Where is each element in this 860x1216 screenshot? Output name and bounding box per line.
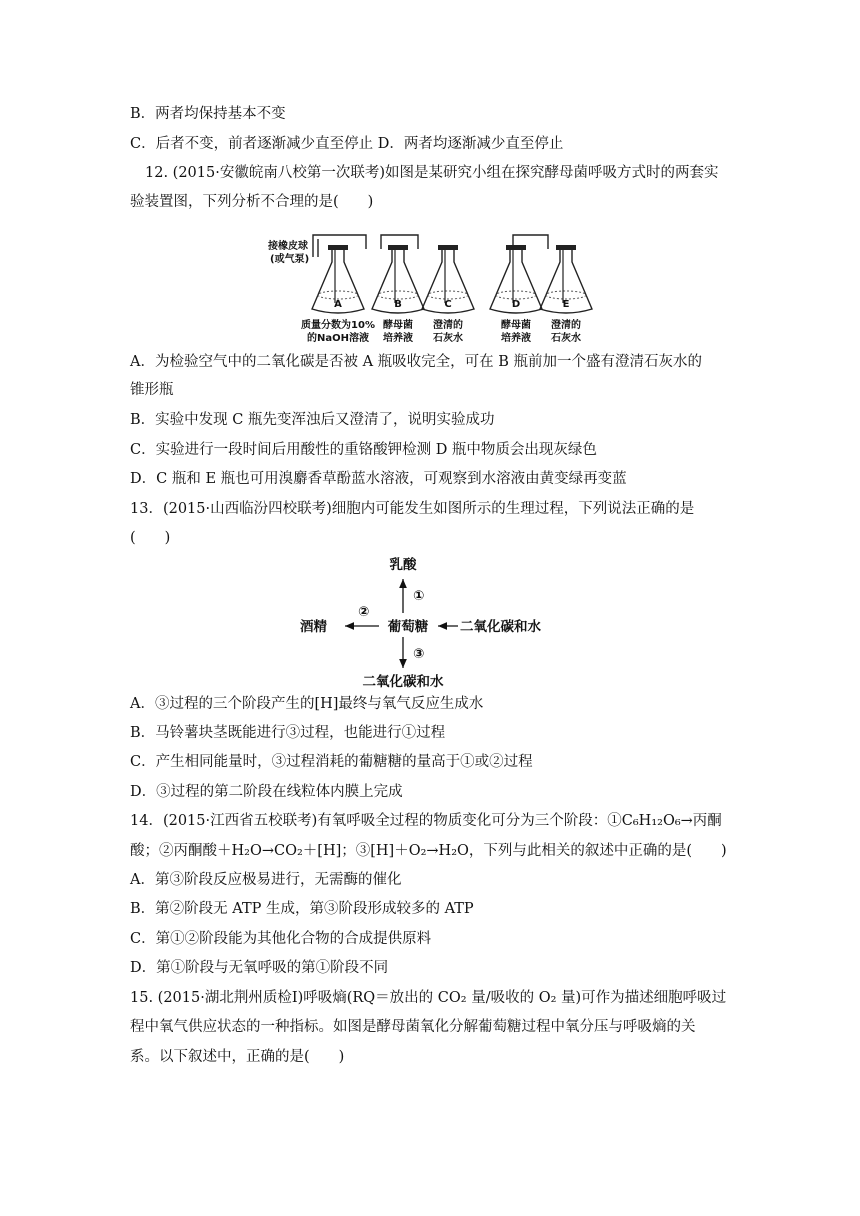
label-process-3: ③ bbox=[413, 646, 425, 662]
pump-label-1: 接橡皮球 bbox=[268, 241, 308, 252]
flask-caption-line2: 培养液 bbox=[501, 333, 531, 344]
question-13-option-a: A．③过程的三个阶段产生的[H]最终与氧气反应生成水 bbox=[130, 696, 484, 712]
flask-c bbox=[422, 245, 474, 344]
flask-letter-d: D bbox=[511, 299, 521, 310]
question-14-option-b: B．第②阶段无 ATP 生成，第③阶段形成较多的 ATP bbox=[130, 901, 474, 917]
node-lactate: 乳酸 bbox=[389, 557, 417, 573]
question-12-option-d: D．C 瓶和 E 瓶也可用溴麝香草酚蓝水溶液，可观察到水溶液由黄变绿再变蓝 bbox=[130, 471, 627, 487]
question-12-stem: 12. (2015·安徽皖南八校第一次联考)如图是某研究小组在探究酵母菌呼吸方式时的两套实 bbox=[145, 165, 719, 181]
question-14-option-d: D．第①阶段与无氧呼吸的第①阶段不同 bbox=[130, 960, 389, 976]
question-14-stem: 14．(2015·江西省五校联考)有氧呼吸全过程的物质变化可分为三个阶段：①C₆H₁₂O₆→丙酮 bbox=[130, 813, 722, 829]
label-process-2: ② bbox=[358, 604, 370, 620]
flask-caption-line2: 石灰水 bbox=[433, 333, 463, 344]
question-14-option-a: A．第③阶段反应极易进行，无需酶的催化 bbox=[130, 872, 402, 888]
flask-d bbox=[490, 245, 542, 344]
flask-b bbox=[372, 245, 424, 344]
question-12-option-a: A．为检验空气中的二氧化碳是否被 A 瓶吸收完全，可在 B 瓶前加一个盛有澄清石灰水的 bbox=[130, 354, 703, 370]
question-14-option-c: C．第①②阶段能为其他化合物的合成提供原料 bbox=[130, 931, 432, 947]
option-b-line: B．两者均保持基本不变 bbox=[130, 106, 286, 122]
label-process-1: ① bbox=[413, 588, 425, 604]
option-cd-line: C．后者不变，前者逐渐减少直至停止 D．两者均逐渐减少直至停止 bbox=[130, 136, 564, 152]
flask-letter-c: C bbox=[444, 299, 452, 310]
question-14-stem-cont: 酸；②丙酮酸＋H₂O→CO₂＋[H]；③[H]＋O₂→H₂O，下列与此相关的叙述中正确的是( ) bbox=[130, 843, 727, 859]
flask-apparatus-figure bbox=[268, 227, 598, 347]
flask-letter-e: E bbox=[562, 299, 570, 310]
question-15-stem-end: 系。以下叙述中，正确的是( ) bbox=[130, 1049, 345, 1065]
question-15-stem: 15. (2015·湖北荆州质检Ⅰ)呼吸熵(RQ＝放出的 CO₂ 量/吸收的 O₂ 量)可作为描述细胞呼吸过 bbox=[130, 990, 727, 1006]
node-glucose: 葡萄糖 bbox=[387, 619, 429, 635]
flask-caption-line1: 质量分数为10% bbox=[301, 320, 375, 331]
pump-label-2: (或气泵) bbox=[270, 254, 310, 265]
flask-caption-line1: 酵母菌 bbox=[383, 320, 413, 331]
question-13-option-c: C．产生相同能量时，③过程消耗的葡糖糖的量高于①或②过程 bbox=[130, 754, 533, 770]
question-13-stem-cont: ( ) bbox=[130, 530, 171, 546]
flask-caption-line1: 酵母菌 bbox=[501, 320, 531, 331]
question-15-stem-cont: 程中氧气供应状态的一种指标。如图是酵母菌氧化分解葡萄糖过程中氧分压与呼吸熵的关 bbox=[130, 1019, 696, 1035]
flask-e bbox=[540, 245, 592, 344]
node-alcohol: 酒精 bbox=[300, 619, 327, 635]
glucose-pathway-diagram bbox=[300, 553, 560, 688]
question-12-option-b: B．实验中发现 C 瓶先变浑浊后又澄清了，说明实验成功 bbox=[130, 412, 495, 428]
question-12-option-a-cont: 锥形瓶 bbox=[130, 382, 174, 398]
flask-caption-line2: 培养液 bbox=[383, 333, 413, 344]
node-co2-water-bottom: 二氧化碳和水 bbox=[362, 674, 444, 688]
question-13-stem: 13．(2015·山西临汾四校联考)细胞内可能发生如图所示的生理过程，下列说法正确的是 bbox=[130, 501, 695, 517]
flask-letter-a: A bbox=[334, 299, 342, 310]
flask-caption-line2: 石灰水 bbox=[551, 333, 581, 344]
flask-caption-line1: 澄清的 bbox=[551, 320, 581, 331]
question-13-option-b: B．马铃薯块茎既能进行③过程，也能进行①过程 bbox=[130, 725, 446, 741]
flask-a bbox=[301, 245, 375, 344]
flask-caption-line2: 的NaOH溶液 bbox=[307, 333, 369, 344]
question-12-option-c: C．实验进行一段时间后用酸性的重铬酸钾检测 D 瓶中物质会出现灰绿色 bbox=[130, 442, 597, 458]
question-13-option-d: D．③过程的第二阶段在线粒体内膜上完成 bbox=[130, 784, 403, 800]
flask-letter-b: B bbox=[394, 299, 402, 310]
question-12-stem-cont: 验装置图，下列分析不合理的是( ) bbox=[130, 194, 374, 210]
flask-caption-line1: 澄清的 bbox=[433, 320, 463, 331]
node-co2-water-right: 二氧化碳和水 bbox=[460, 619, 541, 635]
